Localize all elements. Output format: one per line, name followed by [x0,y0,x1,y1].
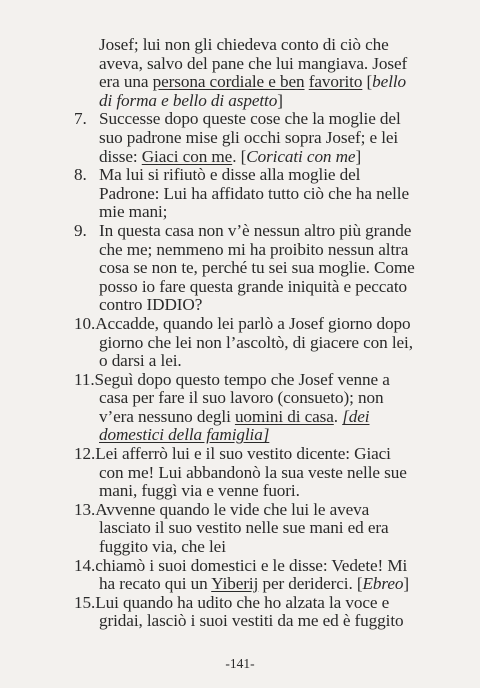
text-line [74,575,414,594]
verse-number: 13. [74,499,96,519]
verse-number: 10. [74,313,96,333]
text-line [74,538,414,557]
verse-10 [74,315,414,334]
verse-number: 7. [74,109,87,129]
text-span: suo padrone mise gli occhi sopra Josef; e lei [99,127,399,147]
text-span: con me! Lui abbandonò la sua veste nelle sue [99,462,407,482]
verse-number: 11. [74,369,95,389]
text-line [74,55,414,74]
verse-7 [74,110,414,129]
verse-12 [74,445,414,464]
text-span: . [333,406,343,426]
text-line [74,278,414,297]
text-span: disse: [99,146,142,166]
verse-number: 14. [74,555,96,575]
text-span: v’era nessuno degli [99,406,235,426]
text-line [74,482,414,501]
text-line [74,129,414,148]
text-span: Ma lui si rifiutò e disse alla moglie del [99,165,361,185]
text-span: . [ [232,146,247,166]
page-number: -141- [225,656,255,671]
text-line [74,612,414,631]
text-span: era una [99,72,153,92]
verse-number: 15. [74,592,96,612]
text-line [74,408,414,427]
text-line [74,241,414,260]
text-span: gridai, lasciò i suoi vestiti da me ed è fuggito [99,611,404,631]
text-span: Lei afferrò lui e il suo vestito dicente: Giaci [95,444,391,464]
text-span: Josef; lui non gli chiedeva conto di ciò che [99,35,389,54]
text-span: ] [277,90,283,110]
text-span: fuggito via, che lei [99,537,226,557]
underlined-phrase: Giaci con me [141,146,233,166]
text-line [74,259,414,278]
text-span: mie mani; [99,202,168,222]
text-span: o darsi a lei. [99,351,182,371]
text-span: aveva, salvo del pane che lui mangiava. Josef [99,53,408,73]
text-line [74,389,414,408]
text-line [74,352,414,371]
text-span: chiamò i suoi domestici e le disse: Vedete! Mi [95,555,408,575]
verse-number: 9. [74,220,87,240]
text-line [74,92,414,111]
text-line [74,185,414,204]
text-span: Avvenne quando le vide che lui le aveva [95,499,370,519]
text-span: Successe dopo queste cose che la moglie del [99,109,401,129]
text-line [74,519,414,538]
text-line [74,464,414,483]
verse-8 [74,166,414,185]
text-span: lasciato il suo vestito nelle sue mani ed era [99,518,389,538]
text-span: Padrone: Lui ha affidato tutto ciò che ha nelle [99,183,409,203]
verse-number: 12. [74,444,96,464]
text-line [74,203,414,222]
underlined-word: Yiberij [211,574,259,594]
text-span: giorno che lei non l’ascoltò, di giacere con lei, [99,332,413,352]
text-span: In questa casa non v’è nessun altro più grande [99,220,412,240]
text-span: ] [355,146,362,166]
text-span: per deriderci. [ [258,574,363,594]
text-line [74,426,414,445]
text-span: cosa se non te, perché tu sei sua moglie. Come [99,258,415,278]
italic-gloss: Coricati con me [246,146,356,166]
italic-underlined-gloss: domestici della famiglia] [99,425,270,445]
italic-underlined-gloss: [dei [342,406,370,426]
text-span: posso io fare questa grande iniquità e peccato [99,276,407,296]
underlined-phrase: persona cordiale e ben [152,72,305,92]
underlined-word: favorito [308,72,363,92]
text-span: ha recato qui un [99,574,212,594]
italic-gloss: Ebreo [362,574,404,594]
italic-gloss: di forma e bello di aspetto [99,90,278,110]
verse-13 [74,501,414,520]
body-text [74,36,414,631]
text-span: contro IDDIO? [99,295,203,315]
verse-11 [74,371,414,390]
text-span: Seguì dopo questo tempo che Josef venne a [94,369,390,389]
text-line [74,36,414,55]
verse-14 [74,557,414,576]
italic-gloss: bello [372,72,407,92]
underlined-phrase: uomini di casa [234,406,334,426]
text-line [74,148,414,167]
text-span: mani, fuggì via e venne fuori. [99,481,300,501]
verse-number: 8. [74,165,87,185]
text-line [74,296,414,315]
text-span: che me; nemmeno mi ha proibito nessun altra [99,239,409,259]
verse-9 [74,222,414,241]
verse-15 [74,594,414,613]
text-span: Accadde, quando lei parlò a Josef giorno dopo [95,313,411,333]
text-span: ] [403,574,409,594]
text-span: casa per fare il suo lavoro (consueto); non [99,388,384,408]
text-line [74,73,414,92]
text-span: Lui quando ha udito che ho alzata la voce e [95,592,390,612]
text-line [74,334,414,353]
text-span: [ [362,72,373,92]
